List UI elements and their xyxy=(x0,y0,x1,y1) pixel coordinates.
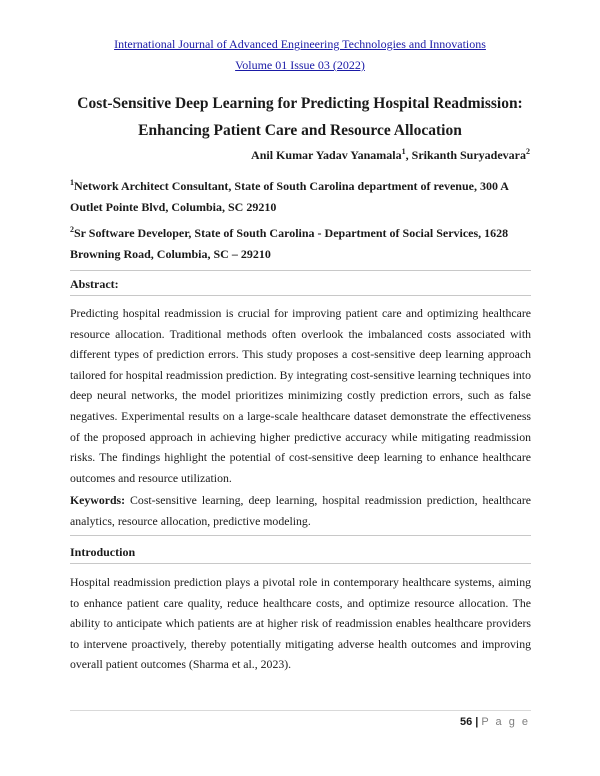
divider xyxy=(70,270,531,271)
page-label: P a g e xyxy=(481,716,530,728)
author-1-affiliation-mark: 1 xyxy=(401,147,406,156)
affiliation-1 xyxy=(70,176,532,218)
divider xyxy=(70,563,531,564)
divider xyxy=(70,295,531,296)
introduction-text: Hospital readmission prediction plays a pivotal role in contemporary healthcare systems, aiming to enhance patient care quality, reduce healthcare costs, and optimize resource allocation. The ability to anticipate which patients are at higher risk of readmission enables healthcare providers to intervene proactively, thereby potentially mitigating adverse health outcomes and improving overall patient outcomes (Sharma et al., 2023). xyxy=(70,575,531,672)
title-line-2: Enhancing Patient Care and Resource Allocation xyxy=(138,122,462,139)
affiliation-2-mark: 2 xyxy=(70,225,74,234)
footer-divider xyxy=(70,710,531,711)
affiliation-2 xyxy=(70,223,532,265)
keywords-text: Cost-sensitive learning, deep learning, hospital readmission prediction, healthcare analytics, resource allocation, predictive modeling. xyxy=(70,493,531,528)
author-1: Anil Kumar Yadav Yanamala xyxy=(251,148,402,162)
page-number: 56 xyxy=(460,716,473,728)
author-2: Srikanth Suryadevara xyxy=(411,148,526,162)
page-footer xyxy=(460,716,530,728)
abstract-heading: Abstract: xyxy=(70,277,119,291)
footer-separator: | xyxy=(475,716,479,728)
author-list xyxy=(251,148,530,163)
keywords xyxy=(70,490,531,531)
divider xyxy=(70,535,531,536)
affiliation-1-text: Network Architect Consultant, State of South Carolina department of revenue, 300 A Outlet Pointe Blvd, Columbia, SC 29210 xyxy=(70,179,509,214)
author-2-affiliation-mark: 2 xyxy=(526,147,530,156)
keywords-label: Keywords: xyxy=(70,493,126,507)
affiliation-2-text: Sr Software Developer, State of South Carolina - Department of Social Services, 1628 Browning Road, Columbia, SC – 29210 xyxy=(70,226,509,261)
title-line-1: Cost-Sensitive Deep Learning for Predicting Hospital Readmission: xyxy=(77,95,523,112)
journal-volume-link[interactable]: Volume 01 Issue 03 (2022) xyxy=(235,58,365,72)
author-separator: , xyxy=(405,148,412,162)
paper-title xyxy=(40,90,560,144)
affiliation-1-mark: 1 xyxy=(70,178,74,187)
abstract-text: Predicting hospital readmission is crucial for improving patient care and optimizing healthcare resource allocation. Traditional methods often overlook the imbalanced costs associated with different types of prediction errors. This study proposes a cost-sensitive deep learning approach tailored for hospital readmission prediction. By integrating cost-sensitive learning techniques into deep neural networks, the model prioritizes minimizing costly prediction errors, such as false negatives. Experimental results on a large-scale healthcare dataset demonstrate the effectiveness of the proposed approach in achieving higher predictive accuracy while mitigating readmission risks. The findings highlight the potential of cost-sensitive deep learning to enhance healthcare outcomes and resource utilization. xyxy=(70,306,531,485)
introduction-heading: Introduction xyxy=(70,545,136,559)
journal-title-link[interactable]: International Journal of Advanced Engineering Technologies and Innovations xyxy=(114,37,486,51)
